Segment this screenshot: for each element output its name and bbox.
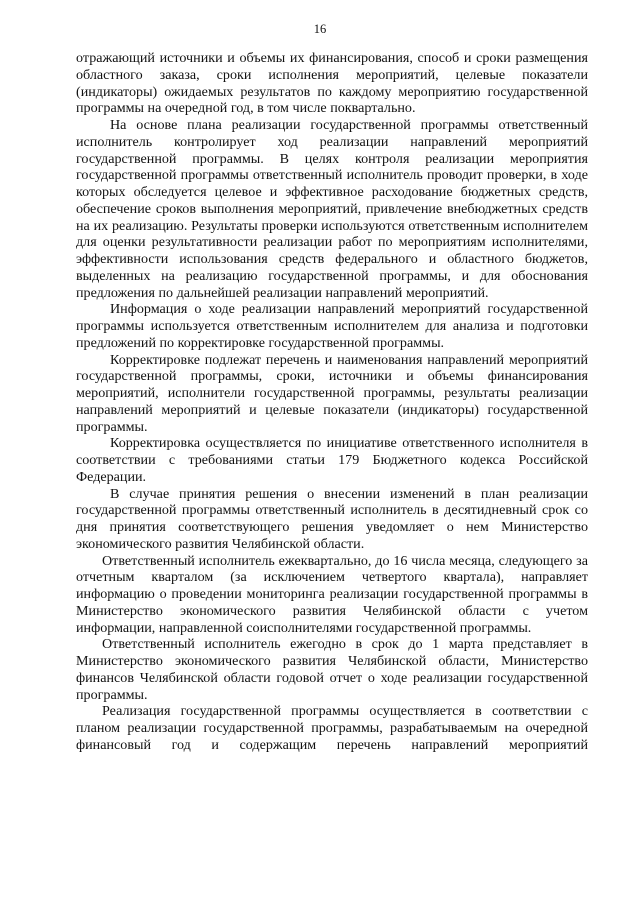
paragraph-continuation: отражающий источники и объемы их финансирования, способ и сроки размещения областного заказа, сроки исполнения мероприятий, целевые показатели (индикаторы) ожидаемых результатов по каждому мероприятию государственной программы на очередной год, в том числе поквартально. xyxy=(76,50,588,117)
paragraph-information-usage: Информация о ходе реализации направлений мероприятий государственной программы используется ответственным исполнителем для анализа и подготовки предложений по корректировке государственной программы. xyxy=(76,301,588,351)
paragraph-change-notification: В случае принятия решения о внесении изменений в план реализации государственной программы ответственный исполнитель в десятидневный срок со дня принятия соответствующего решения уведомляет о нем Министерство экономического развития Челябинской области. xyxy=(76,485,588,552)
paragraph-correction-subjects: Корректировке подлежат перечень и наименования направлений мероприятий государственной программы, сроки, источники и объемы финансирования мероприятий, исполнители государственной программы, результаты реализации направлений мероприятий и целевые показатели (индикаторы) государственной программы. xyxy=(76,351,588,435)
paragraph-implementation: Реализация государственной программы осуществляется в соответствии с планом реализации государственной программы, разрабатываемым на очередной финансовый год и содержащим перечень направлений мероприятий xyxy=(76,703,588,753)
paragraph-annual-report: Ответственный исполнитель ежегодно в срок до 1 марта представляет в Министерство экономического развития Челябинской области, Министерство финансов Челябинской области годовой отчет о ходе реализации государственной программы. xyxy=(76,636,588,703)
page-number: 16 xyxy=(313,22,327,36)
document-body xyxy=(76,50,588,754)
paragraph-correction-initiative: Корректировка осуществляется по инициативе ответственного исполнителя в соответствии с требованиями статьи 179 Бюджетного кодекса Российской Федерации. xyxy=(76,435,588,485)
paragraph-quarterly-report: Ответственный исполнитель ежеквартально, до 16 числа месяца, следующего за отчетным кварталом (за исключением четвертого квартала), направляет информацию о проведении мониторинга реализации государственной программы в Министерство экономического развития Челябинской области с учетом информации, направленной соисполнителями государственной программы. xyxy=(76,552,588,636)
paragraph-plan-control: На основе плана реализации государственной программы ответственный исполнитель контролирует ход реализации направлений мероприятий государственной программы. В целях контроля реализации мероприятия государственной программы ответственный исполнитель проводит проверки, в ходе которых обследуется целевое и эффективное расходование бюджетных средств, обеспечение сроков выполнения мероприятий, привлечение внебюджетных средств на их реализацию. Результаты проверки используются ответственным исполнителем для оценки результативности реализации работ по мероприятиям исполнителями, эффективности использования средств федерального и областного бюджетов, выделенных на реализацию государственной программы, и для обоснования предложения по дальнейшей реализации направлений мероприятий. xyxy=(76,117,588,301)
